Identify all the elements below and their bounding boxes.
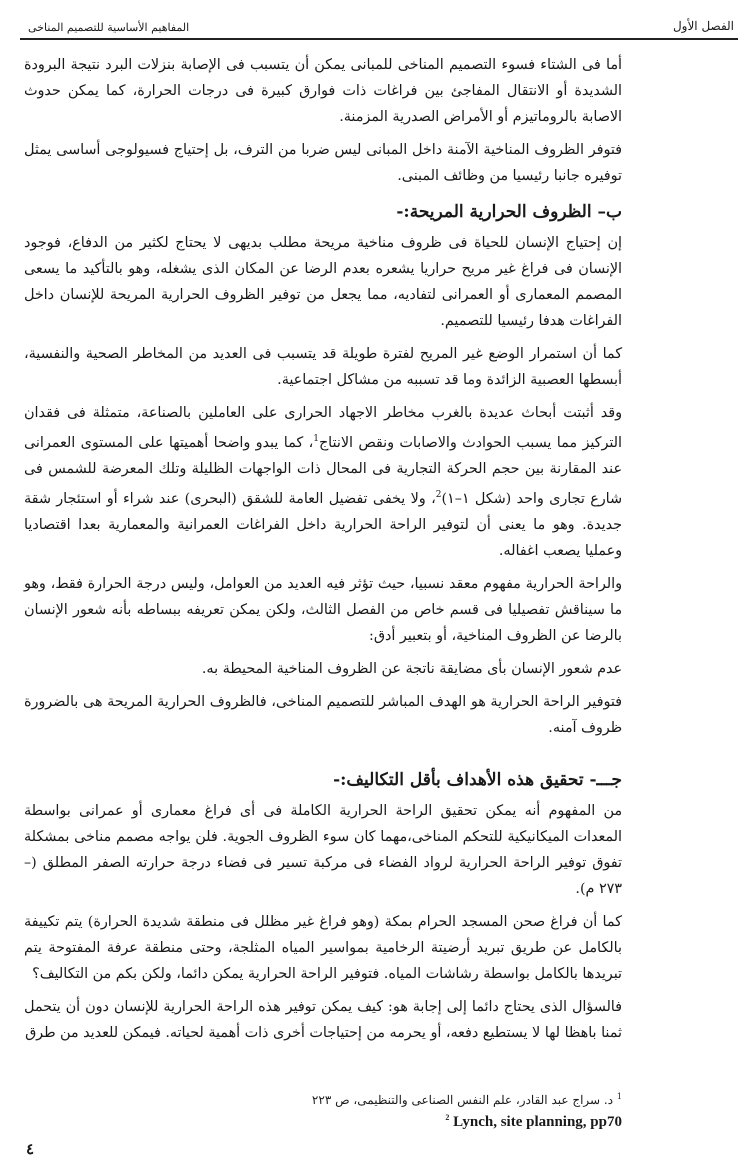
footnote-text: د. سراج عبد القادر، علم النفس الصناعى والتنظيمى، ص ٢٢٣ <box>311 1093 614 1107</box>
paragraph: فالسؤال الذى يحتاج دائما إلى إجابة هو: كيف يمكن توفير هذه الراحة الحرارية للإنسان دون أن يتحمل ثمنا باهظا لها لا يستطيع دفعه، أو يحرمه من إحتياجات أخرى ذات أهمية لحياته. فيمكن للعديد من طرق <box>24 998 622 1041</box>
chapter-label: الفصل الأول <box>672 19 734 33</box>
footnotes <box>24 1088 622 1131</box>
paragraph: أما فى الشتاء فسوء التصميم المناخى للمبانى يمكن أن يتسبب فى الإصابة بنزلات البرد نتيجة البرودة الشديدة أو الانتقال المفاجئ بين فراغات ذات فوارق كبيرة فى درجات الحرارة، كما يمكن حدوث الاصابة بالروماتيزم أو الأمراض الصدرية المزمنة. <box>24 57 622 125</box>
paragraph-text: وقد أثبتت أبحاث عديدة بالغرب مخاطر الاجهاد الحرارى على العاملين بالصناعة، متمثلة فى فقدان التركيز مما يسبب الحوادث والاصابات ونقص الانتاج <box>24 405 622 451</box>
footnote-ref: 1 <box>313 434 319 444</box>
paragraph: عدم شعور الإنسان بأى مضايقة ناتجة عن الظروف المناخية المحيطة به. <box>201 660 622 677</box>
paragraph: والراحة الحرارية مفهوم معقد نسبيا، حيث تؤثر فيه العديد من العوامل، وليس درجة الحرارة فقط، وهو ما سيناقش تفصيليا فى قسم خاص من الفصل الثالث، ولكن يمكن تعريفه ببساطه بأنه شعور الإنسان بالرضا عن الظروف المناخية، أو بتعبير أدق: <box>24 575 622 644</box>
paragraph: من المفهوم أنه يمكن تحقيق الراحة الحرارية الكاملة فى أى فراغ معمارى أو عمرانى بواسطة المعدات الميكانيكية للتحكم المناخى،مهما كان سوء الظروف الجوية. فلن يواجه مصمم مناخى بمشكلة تفوق توفير الراحة الحرارية لرواد الفضاء فى مركبة تسير فى فضاء درجة حرارته الصفر المطلق (–٢٧٣ م). <box>24 802 622 897</box>
body-text <box>24 52 622 1053</box>
paragraph: إن إحتياج الإنسان للحياة فى ظروف مناخية مريحة مطلب بديهى لا يحتاج لكثير من الدفاع، فوجود الإنسان فى فراغ غير مريح حراريا يشعره بعدم الرضا عن المكان الذى يشغله، وهو بالتأكيد ما يسعى المصمم المعمارى أو العمرانى لتفاديه، مما يجعل من توفير الظروف الحرارية المريحة للإنسان داخل الفراغات هدفا رئيسيا للتصميم. <box>24 235 622 329</box>
paragraph <box>24 400 622 564</box>
paragraph-text: ، ولا يخفى تفضيل العامة للشقق (البحرى) عند شراء أو استئجار شقة جديدة. وهو ما يعنى أن لتوفير الراحة الحرارية داخل الفراغات العمرانية والمعمارية بعدا اقتصاديا وعمليا يصعب اغفاله. <box>24 490 622 559</box>
paragraph: كما أن فراغ صحن المسجد الحرام بمكة (وهو فراغ غير مظلل فى منطقة شديدة الحرارة) يتم تكييفة بالكامل عن طريق تبريد أرضيتة الرخامية بمواسير المياه المثلجة، وحتى منطقة عرفة المفتوحة يتم تبريدها بالكامل بواسطة رشاشات المياه. فتوفير الراحة الحرارية يمكن دائما، ولكن بكم من التكاليف؟ <box>24 913 622 982</box>
paragraph: كما أن استمرار الوضع غير المريح لفترة طويلة قد يتسبب فى العديد من المخاطر الصحية والنفسية، أبسطها العصبية الزائدة وما قد تسببه من مشاكل اجتماعية. <box>24 346 622 388</box>
page-number: ٤ <box>26 1140 35 1158</box>
section-heading-b: ب– الظروف الحرارية المريحة:- <box>396 202 622 222</box>
running-header <box>20 16 738 40</box>
footnote-2 <box>24 1109 622 1131</box>
running-title: المفاهيم الأساسية للتصميم المناخى <box>28 21 190 34</box>
paragraph: فتوفر الظروف المناخية الآمنة داخل المبانى ليس ضربا من الترف، بل إحتياج فسيولوجى أساسى يمثل توفيره جانبا رئيسيا من وظائف المبنى. <box>24 142 622 184</box>
footnote-number: 1 <box>616 1092 622 1101</box>
paragraph: فتوفير الراحة الحرارية هو الهدف المباشر للتصميم المناخى، فالظروف الحرارية المريحة هى بالضرورة ظروف آمنه. <box>24 693 622 736</box>
footnote-number: 2 <box>445 1113 450 1122</box>
footnote-text: Lynch, site planning, pp70 <box>453 1114 622 1130</box>
footnote-ref: 2 <box>435 489 442 500</box>
section-heading-c: جـــ- تحقيق هذه الأهداف بأقل التكاليف:- <box>333 769 622 790</box>
footnote-1 <box>24 1088 622 1109</box>
paragraph-text: ، كما يبدو واضحا أهميتها على المستوى العمرانى عند المقارنة بين حجم الحركة التجارية فى المحال ذات الواجهات الظليلة وتلك المعرضة للشمس فى شارع تجارى واحد (شكل ١–١) <box>24 434 622 507</box>
